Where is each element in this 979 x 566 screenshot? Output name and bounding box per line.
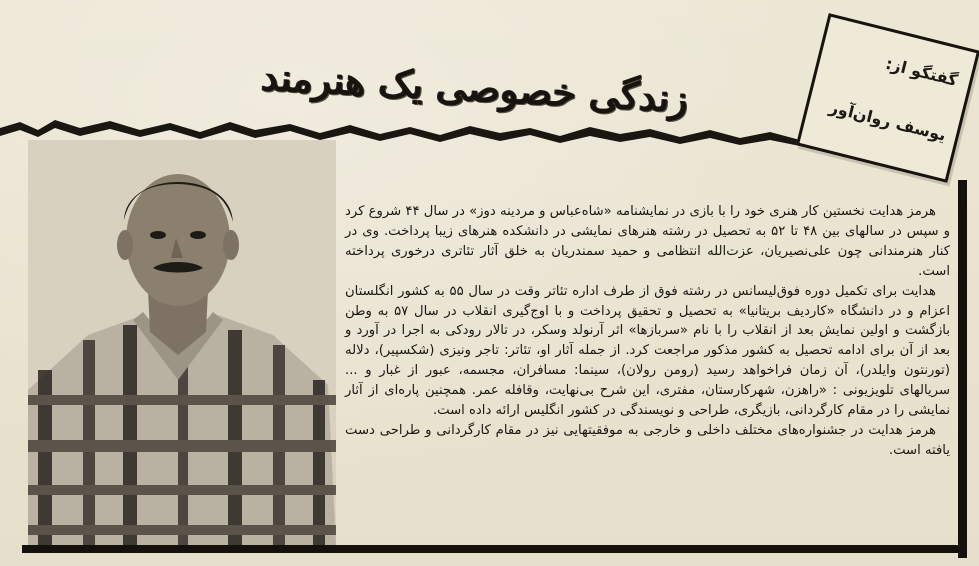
article-headline: زندگی خصوصی یک هنرمند <box>260 53 690 121</box>
article-body <box>345 202 950 547</box>
article-paragraph: هرمز هدایت در جشنواره‌های مختلف داخلی و خارجی به موفقیتهایی نیز در مقام کارگردانی و طراحی دست یافته است. <box>345 422 950 458</box>
byline-author: یوسف روان‌آور <box>827 97 948 145</box>
frame-rule-bottom <box>22 545 967 553</box>
article-paragraph: هرمز هدایت نخستین کار هنری خود را با بازی در نمایشنامه «شاه‌عباس و مردینه دوز» در سال ۴۴ شروع کرد و سپس در سالهای بین ۴۸ تا ۵۲ به تحصیل در رشته هنرهای نمایشی در دانشکده هنرهای زیبا پرداخت. وی در کنار هنرمندانی چون علی‌نصیریان، عزت‌الله انتظامی و حمید سمندریان به خلق آثار تئاتری درخوری پرداخته است. <box>345 204 950 279</box>
byline-card <box>796 13 979 183</box>
portrait-photo <box>28 140 336 545</box>
frame-rule-right <box>958 180 967 558</box>
article-paragraph: هدایت برای تکمیل دوره فوق‌لیسانس در رشته فوق از طرف اداره تئاتر وقت در سال ۵۵ به کشور انگلستان اعزام و در دانشگاه «کاردیف بریتانیا» به تحصیل و تحقیق پرداخت و با اوج‌گیری انقلاب در سال ۵۷ به وطن بازگشت و اولین نمایش بعد از انقلاب را با نام «سربازها» اثر آرنولد وسکر، در تالار رودکی به اجرا در آورد و بعد از آن برای ادامه تحصیل به کشور مذکور مراجعت کرد. از جمله آثار او، تئاتر: تاجر ونیزی (شکسپیر)، دلاله (تورنتون وایلدر)، آن زمان فراخواهد رسید (رومن رولان)، سینما: مسافران، مجسمه، عبور از غبار و ... سریالهای تلویزیونی : «راهزن، شهرکارستان، مفتری، این شرح بی‌نهایت، وقافله عمر. همچنین پاره‌ای از آثار نمایشی را در مقام کارگردانی، بازیگری، طراحی و نویسندگی در کشور انگلیس ارائه داده است. <box>345 283 950 419</box>
byline-label: گفتگو از: <box>883 53 960 90</box>
portrait-illustration <box>28 140 336 545</box>
